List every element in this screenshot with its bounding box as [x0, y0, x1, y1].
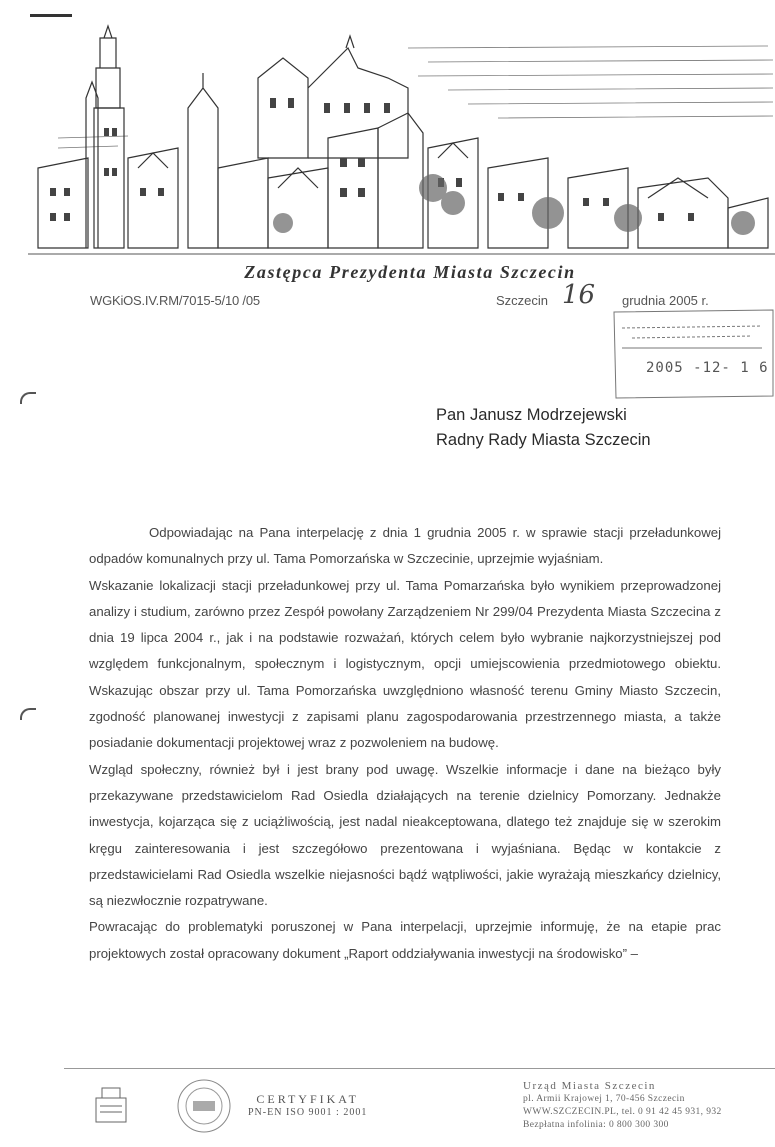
certificate-norm: PN-EN ISO 9001 : 2001 [248, 1107, 368, 1118]
pcbc-logo [88, 1080, 134, 1130]
certificate-title: CERTYFIKAT [256, 1092, 359, 1106]
paragraph: Wskazanie lokalizacji stacji przeładunkowej przy ul. Tama Pomarzańska było wynikiem przeprowadzonej analizy i studium, zarówno przez Zespół powołany Zarządzeniem Nr 299/04 Prezydenta Miasta Szczecina z dnia 19 lipca 2004 r., jak i na podstawie rozważań, których celem było wybranie najkorzystniejszej pod względem funkcjonalnym, społecznym i logistycznym, opcji umiejscowienia przedmiotowego obiektu. Wskazując obszar przy ul. Tama Pomorzańska uwzględniono własność terenu Gminy Miasto Szczecin, zgodność planowanej inwestycji z zapisami planu zagospodarowania przestrzennego miasta, a także posiadanie dokumentacji projektowej wraz z pozwoleniem na budowę. [89, 577, 721, 751]
office-address: pl. Armii Krajowej 1, 70-456 Szczecin [523, 1094, 685, 1104]
paragraph: Odpowiadając na Pana interpelację z dnia 1 grudnia 2005 r. w sprawie stacji przeładunkowej odpadów komunalnych przy ul. Tama Pomorzańska w Szczecinie, uprzejmie wyjaśniam. [89, 525, 721, 567]
recipient-name: Pan Janusz Modrzejewski [436, 406, 627, 424]
received-stamp [612, 308, 775, 400]
paragraph: Powracając do problematyki poruszonej w Pana interpelacji, uprzejmie informuję, że na etapie prac projektowych został opracowany dokument „Raport oddziaływania inwestycji na środowisko” – [89, 919, 721, 961]
punch-hole-mark [20, 392, 36, 404]
certificate-block [248, 1092, 367, 1118]
office-title: Zastępca Prezydenta Miasta Szczecin [244, 262, 576, 282]
office-hotline: Bezpłatna infolinia: 0 800 300 300 [523, 1120, 669, 1130]
certification-seal [176, 1078, 232, 1134]
top-rule [30, 14, 72, 17]
reference-number: WGKiOS.IV.RM/7015-5/10 /05 [90, 293, 260, 308]
footer-rule [64, 1068, 775, 1069]
paragraph: Wzgląd społeczny, również był i jest brany pod uwagę. Wszelkie informacje i dane na bieżąco były przekazywane przedstawicielom Rad Osiedla działających na terenie dzielnicy Pomorzany. Jednakże inwestycja, kojarząca się z uciążliwością, jest nadal nieakceptowana, dlatego też znajduje się w szerokim kręgu zainteresowania i jest szczegółowo prezentowana i wyjaśniana. Będąc w kontakcie z przedstawicielami Rad Osiedla wszelkie niejasności bądź wątpliwości, jakie wyrażają mieszkańcy dzielnicy, są niezwłocznie rozpatrywane. [89, 761, 721, 909]
recipient-title: Radny Rady Miasta Szczecin [436, 431, 651, 449]
city-name: Szczecin [496, 293, 549, 308]
date-month-year: grudnia 2005 r. [622, 293, 709, 308]
stamp-date: 2005 -12- 1 6 [646, 360, 769, 376]
handwritten-day: 16 [562, 280, 596, 310]
office-name: Urząd Miasta Szczecin [523, 1080, 656, 1092]
recipient-block [436, 403, 651, 453]
office-web: WWW.SZCZECIN.PL, tel. 0 91 42 45 931, 932 [523, 1107, 722, 1117]
office-contact [523, 1080, 722, 1132]
city-skyline-illustration [28, 18, 775, 258]
punch-hole-mark [20, 708, 36, 720]
letter-body [89, 520, 721, 967]
